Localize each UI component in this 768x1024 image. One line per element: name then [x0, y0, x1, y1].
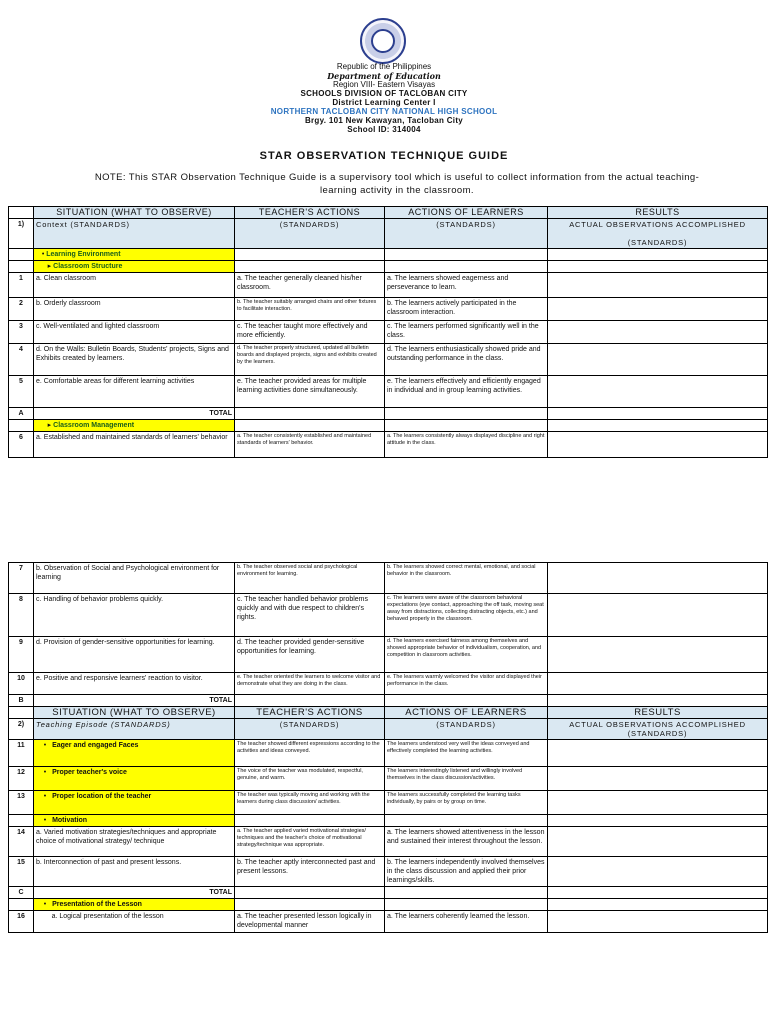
subheader-teaching-episode: Teaching Episode (STANDARDS) — [34, 719, 235, 740]
learner-action-cell: a. The learners showed eagerness and perseverance to learn. — [385, 273, 548, 298]
learner-action-cell: b. The learners actively participated in the classroom interaction. — [385, 298, 548, 321]
situation-label: a. Logical presentation of the lesson — [51, 913, 164, 920]
section-number: 1) — [9, 219, 34, 249]
cell-empty — [235, 420, 385, 432]
situation-cell: e. Comfortable areas for different learning activities — [34, 376, 235, 408]
category-label: Learning Environment — [46, 251, 121, 258]
total-label: A — [9, 408, 34, 420]
result-cell[interactable] — [548, 376, 768, 408]
teacher-action-cell: The teacher was typically moving and working with the learners during class discussion/ activities. — [235, 791, 385, 815]
results-standards: (STANDARDS) — [627, 729, 688, 738]
table-row — [9, 827, 768, 857]
row-number: 10 — [9, 673, 34, 695]
situation-cell: c. Well-ventilated and lighted classroom — [34, 321, 235, 344]
header-situation: SITUATION (WHAT TO OBSERVE) — [34, 707, 235, 719]
row-number: 4 — [9, 344, 34, 376]
row-number: 13 — [9, 791, 34, 815]
header-learner-actions: ACTIONS OF LEARNERS — [385, 707, 548, 719]
cell-empty — [385, 261, 548, 273]
cell-empty — [548, 420, 768, 432]
situation-cell: • Proper location of the teacher — [34, 791, 235, 815]
results-standards: (STANDARDS) — [627, 238, 688, 247]
total-label: C — [9, 887, 34, 899]
cell-empty — [235, 261, 385, 273]
note-text: NOTE: This STAR Observation Technique Guide is a supervisory tool which is useful to collect information from the actual teaching-learning activity in the classroom. — [94, 172, 700, 196]
situation-cell: • Eager and engaged Faces — [34, 740, 235, 767]
table-row — [9, 637, 768, 673]
situation-cell: e. Positive and responsive learners' reaction to visitor. — [34, 673, 235, 695]
subheader-results — [548, 219, 768, 249]
subheader-standards: (STANDARDS) — [385, 219, 548, 249]
result-cell[interactable] — [548, 767, 768, 791]
total-cell: TOTAL — [34, 695, 235, 707]
header-line: Republic of the Philippines — [336, 62, 432, 71]
table-row — [9, 767, 768, 791]
category-presentation: • Presentation of the Lesson — [34, 899, 235, 911]
subheader-results — [548, 719, 768, 740]
cell-empty — [9, 707, 34, 719]
cell-empty — [385, 408, 548, 420]
subcategory-label: Classroom Structure — [53, 263, 123, 270]
subcategory-classroom-structure: ▸ Classroom Structure — [34, 261, 235, 273]
result-cell[interactable] — [548, 740, 768, 767]
cell-empty — [235, 815, 385, 827]
table-row — [9, 857, 768, 887]
total-label: B — [9, 695, 34, 707]
header-line: Region VIII- Eastern Visayas — [332, 80, 436, 89]
cell-empty — [548, 815, 768, 827]
table-row — [9, 791, 768, 815]
header-line: District Learning Center I — [332, 98, 436, 107]
category-learning-environment: • Learning Environment — [34, 249, 235, 261]
section-number: 2) — [9, 719, 34, 740]
table-row — [9, 673, 768, 695]
row-number: 6 — [9, 432, 34, 458]
total-result-cell[interactable] — [548, 887, 768, 899]
teacher-action-cell: c. The teacher handled behavior problems quickly and with due respect to children's rights. — [235, 594, 385, 637]
row-number: 11 — [9, 740, 34, 767]
header-school-name: NORTHERN TACLOBAN CITY NATIONAL HIGH SCHOOL — [270, 107, 498, 116]
situation-cell: d. On the Walls: Bulletin Boards, Students' projects, Signs and Exhibits created by learners. — [34, 344, 235, 376]
observation-table-2 — [8, 562, 768, 933]
subheader-standards: (STANDARDS) — [235, 219, 385, 249]
situation-label: Eager and engaged Faces — [52, 742, 139, 749]
result-cell[interactable] — [548, 298, 768, 321]
header-line: School ID: 314004 — [347, 125, 421, 134]
table-row — [9, 594, 768, 637]
table-row — [9, 273, 768, 298]
row-number: 9 — [9, 637, 34, 673]
header-line: SCHOOLS DIVISION OF TACLOBAN CITY — [300, 89, 468, 98]
cell-empty — [385, 695, 548, 707]
teacher-action-cell: a. The teacher presented lesson logically in developmental manner — [235, 911, 385, 933]
cell-empty — [385, 815, 548, 827]
total-cell: TOTAL — [34, 408, 235, 420]
situation-cell: a. Varied motivation strategies/techniques and appropriate choice of motivational strategy/ technique — [34, 827, 235, 857]
learner-action-cell: c. The learners were aware of the classroom behavioral expectations (eye contact, approaching the off task, moving seat away from distractions, collecting distracting objects, etc.) and behaved properly in the classroom. — [385, 594, 548, 637]
cell-empty — [385, 420, 548, 432]
cell-empty — [9, 420, 34, 432]
result-cell[interactable] — [548, 563, 768, 594]
row-number: 2 — [9, 298, 34, 321]
cell-empty — [235, 887, 385, 899]
page-title: STAR OBSERVATION TECHNIQUE GUIDE — [259, 150, 509, 162]
teacher-action-cell: a. The teacher applied varied motivational strategies/ techniques and the teacher's choice of motivational strategy/technique was appropriate. — [235, 827, 385, 857]
learner-action-cell: a. The learners coherently learned the lesson. — [385, 911, 548, 933]
cell-empty — [548, 899, 768, 911]
row-number: 3 — [9, 321, 34, 344]
learner-action-cell: b. The learners independently involved themselves in the class discussion and applied their prior learnings/skills. — [385, 857, 548, 887]
cell-empty — [235, 899, 385, 911]
teacher-action-cell: a. The teacher generally cleaned his/her classroom. — [235, 273, 385, 298]
situation-cell: b. Orderly classroom — [34, 298, 235, 321]
teacher-action-cell: The teacher showed different expressions according to the activities and ideas conveyed. — [235, 740, 385, 767]
row-number: 15 — [9, 857, 34, 887]
situation-cell: • Proper teacher's voice — [34, 767, 235, 791]
table-row — [9, 376, 768, 408]
table-row — [9, 298, 768, 321]
subheader-standards: (STANDARDS) — [235, 719, 385, 740]
header-learner-actions: ACTIONS OF LEARNERS — [385, 207, 548, 219]
teacher-action-cell: b. The teacher aptly interconnected past and present lessons. — [235, 857, 385, 887]
teacher-action-cell: d. The teacher properly structured, updated all bulletin boards and displayed projects, signs and exhibits created by the learners. — [235, 344, 385, 376]
table-row — [9, 344, 768, 376]
cell-empty — [9, 261, 34, 273]
cell-empty — [548, 249, 768, 261]
results-label: ACTUAL OBSERVATIONS ACCOMPLISHED — [569, 220, 746, 229]
table-row — [9, 432, 768, 458]
situation-cell: a. Clean classroom — [34, 273, 235, 298]
header-results: RESULTS — [548, 207, 768, 219]
category-label: Motivation — [52, 817, 88, 824]
cell-empty — [385, 887, 548, 899]
total-result-cell[interactable] — [548, 408, 768, 420]
category-label: Presentation of the Lesson — [52, 901, 142, 908]
result-cell[interactable] — [548, 791, 768, 815]
row-number: 16 — [9, 911, 34, 933]
situation-cell: a. Established and maintained standards of learners' behavior — [34, 432, 235, 458]
learner-action-cell: e. The learners effectively and efficiently engaged in individual and in group learning activities. — [385, 376, 548, 408]
subheader-standards: (STANDARDS) — [385, 719, 548, 740]
subcategory-classroom-management: ▸ Classroom Management — [34, 420, 235, 432]
result-cell[interactable] — [548, 827, 768, 857]
learner-action-cell: d. The learners exercised fairness among themselves and showed appropriate behavior of individualism, cooperation, and competition in classroom activities. — [385, 637, 548, 673]
situation-label: Proper teacher's voice — [52, 769, 127, 776]
teacher-action-cell: d. The teacher provided gender-sensitive opportunities for learning. — [235, 637, 385, 673]
teacher-action-cell: c. The teacher taught more effectively and more efficiently. — [235, 321, 385, 344]
header-line: Brgy. 101 New Kawayan, Tacloban City — [304, 116, 464, 125]
cell-empty — [9, 815, 34, 827]
learner-action-cell: The learners interestingly listened and willingly involved themselves in the class discussion/activities. — [385, 767, 548, 791]
row-number: 12 — [9, 767, 34, 791]
teacher-action-cell: The voice of the teacher was modulated, respectful, genuine, and warm. — [235, 767, 385, 791]
header-line: Department of Education — [327, 71, 441, 81]
learner-action-cell: a. The learners showed attentiveness in the lesson and sustained their interest throughout the lesson. — [385, 827, 548, 857]
teacher-action-cell: b. The teacher observed social and psychological environment for learning. — [235, 563, 385, 594]
situation-cell — [34, 911, 235, 933]
result-cell[interactable] — [548, 594, 768, 637]
learner-action-cell: The learners successfully completed the learning tasks individually, by pairs or by group on time. — [385, 791, 548, 815]
result-cell[interactable] — [548, 637, 768, 673]
learner-action-cell: The learners understood very well the ideas conveyed and effectively completed the learning activities. — [385, 740, 548, 767]
situation-cell: b. Interconnection of past and present lessons. — [34, 857, 235, 887]
total-result-cell[interactable] — [548, 695, 768, 707]
cell-empty — [235, 249, 385, 261]
deped-seal-icon — [360, 18, 406, 64]
cell-empty — [9, 249, 34, 261]
header-situation: SITUATION (WHAT TO OBSERVE) — [34, 207, 235, 219]
total-cell: TOTAL — [34, 887, 235, 899]
table-row — [9, 911, 768, 933]
row-number: 1 — [9, 273, 34, 298]
teacher-action-cell: e. The teacher oriented the learners to welcome visitor and demonstrate what they are doing in the class. — [235, 673, 385, 695]
teacher-action-cell: b. The teacher suitably arranged chairs and other fixtures to facilitate interaction. — [235, 298, 385, 321]
result-cell[interactable] — [548, 344, 768, 376]
result-cell[interactable] — [548, 911, 768, 933]
cell-empty — [9, 207, 34, 219]
table-row — [9, 563, 768, 594]
cell-empty — [9, 899, 34, 911]
situation-cell: d. Provision of gender-sensitive opportunities for learning. — [34, 637, 235, 673]
situation-label: Proper location of the teacher — [52, 793, 152, 800]
cell-empty — [385, 899, 548, 911]
observation-table-1 — [8, 206, 768, 458]
header-results: RESULTS — [548, 707, 768, 719]
result-cell[interactable] — [548, 432, 768, 458]
teacher-action-cell: a. The teacher consistently established and maintained standards of learners' behavior. — [235, 432, 385, 458]
category-motivation: • Motivation — [34, 815, 235, 827]
situation-cell: c. Handling of behavior problems quickly. — [34, 594, 235, 637]
result-cell[interactable] — [548, 857, 768, 887]
row-number: 7 — [9, 563, 34, 594]
learner-action-cell: d. The learners enthusiastically showed pride and outstanding performance in the class. — [385, 344, 548, 376]
learner-action-cell: e. The learners warmly welcomed the visitor and displayed their performance in the class. — [385, 673, 548, 695]
cell-empty — [235, 408, 385, 420]
result-cell[interactable] — [548, 321, 768, 344]
result-cell[interactable] — [548, 273, 768, 298]
cell-empty — [385, 249, 548, 261]
table-row — [9, 740, 768, 767]
learner-action-cell: b. The learners showed correct mental, emotional, and social behavior in the classroom. — [385, 563, 548, 594]
row-number: 5 — [9, 376, 34, 408]
learner-action-cell: c. The learners performed significantly well in the class. — [385, 321, 548, 344]
results-label: ACTUAL OBSERVATIONS ACCOMPLISHED — [569, 720, 746, 729]
cell-empty — [548, 261, 768, 273]
situation-cell: b. Observation of Social and Psychological environment for learning — [34, 563, 235, 594]
header-teacher-actions: TEACHER'S ACTIONS — [235, 207, 385, 219]
cell-empty — [235, 695, 385, 707]
table-row — [9, 321, 768, 344]
row-number: 8 — [9, 594, 34, 637]
teacher-action-cell: e. The teacher provided areas for multiple learning activities done simultaneously. — [235, 376, 385, 408]
subcategory-label: Classroom Management — [53, 422, 135, 429]
learner-action-cell: a. The learners consistently always displayed discipline and right attitude in the class. — [385, 432, 548, 458]
row-number: 14 — [9, 827, 34, 857]
header-teacher-actions: TEACHER'S ACTIONS — [235, 707, 385, 719]
subheader-context: Context (STANDARDS) — [34, 219, 235, 249]
result-cell[interactable] — [548, 673, 768, 695]
